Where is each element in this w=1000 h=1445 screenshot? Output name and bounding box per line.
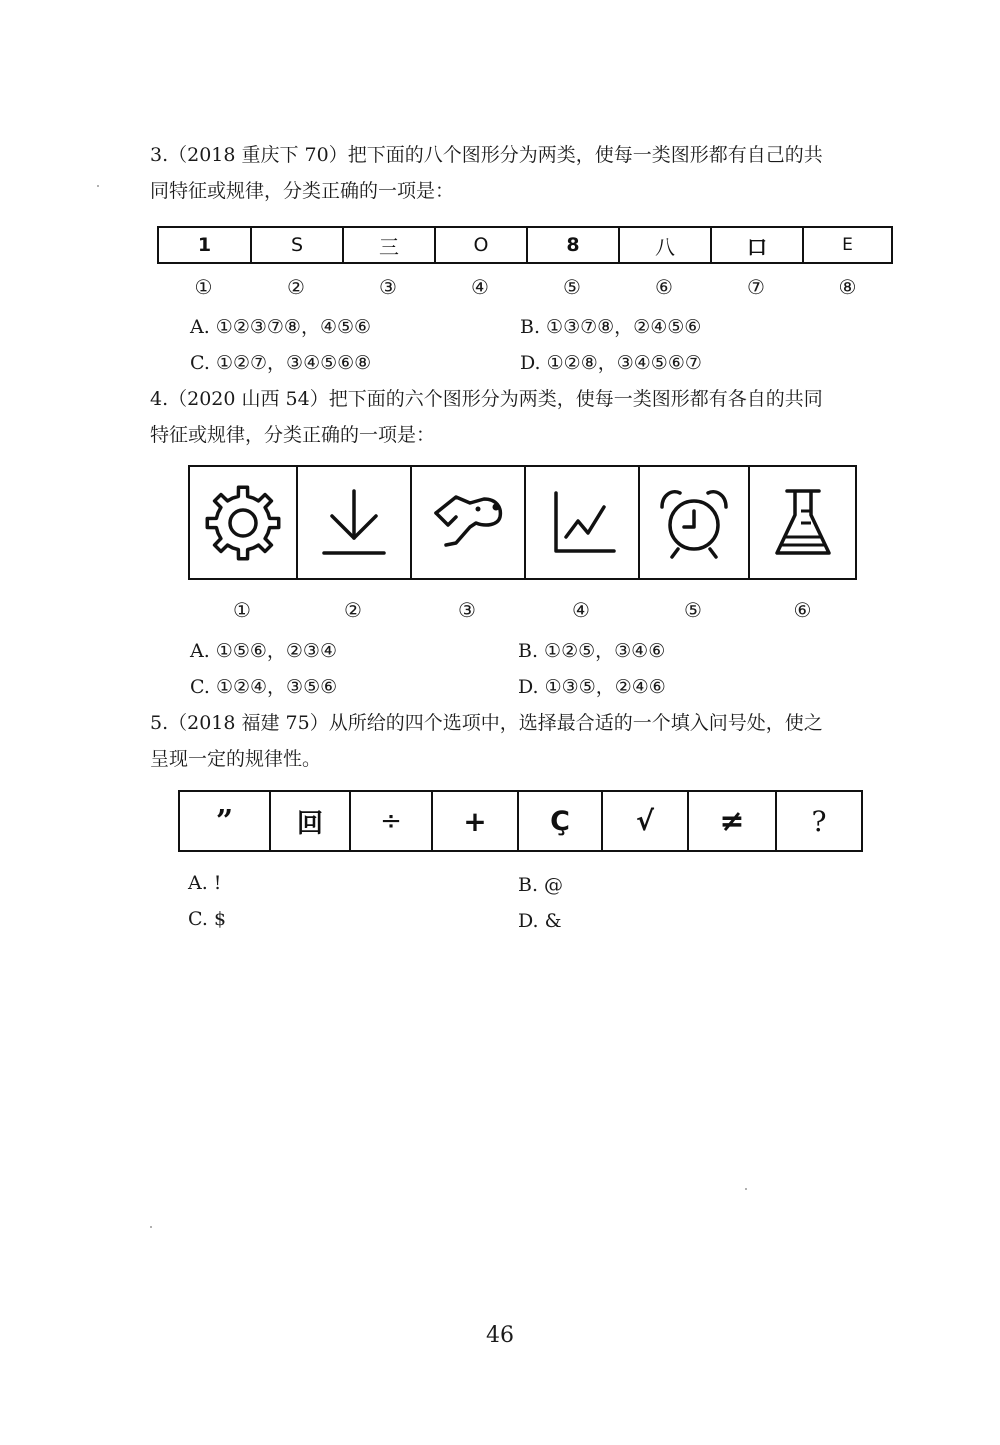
q3-stem-line1: 3.（2018 重庆下 70）把下面的八个图形分为两类，使每一类图形都有自己的共 bbox=[150, 144, 823, 166]
q5-figure-5: Ç bbox=[519, 792, 603, 850]
q4-option-c[interactable]: C. ①②④，③⑤⑥ bbox=[190, 676, 338, 698]
download-icon bbox=[314, 483, 394, 563]
q3-figure-6: 八 bbox=[620, 228, 712, 262]
q3-figure-4: O bbox=[436, 228, 528, 262]
q5-option-b[interactable]: B. @ bbox=[518, 874, 564, 896]
scan-speck bbox=[97, 185, 99, 187]
q4-stem-line1: 4.（2020 山西 54）把下面的六个图形分为两类，使每一类图形都有各自的共同 bbox=[150, 388, 823, 410]
q3-option-c[interactable]: C. ①②⑦，③④⑤⑥⑧ bbox=[190, 352, 372, 374]
scan-speck bbox=[745, 1188, 747, 1190]
q5-stem bbox=[150, 705, 910, 777]
q4-option-a[interactable]: A. ①⑤⑥，②③④ bbox=[190, 640, 337, 662]
q4-label-6: ⑥ bbox=[793, 598, 812, 622]
q4-label-5: ⑤ bbox=[684, 598, 702, 622]
q4-label-2: ② bbox=[344, 598, 362, 622]
q5-figure-2: 回 bbox=[271, 792, 351, 850]
q4-figure-labels bbox=[188, 598, 857, 622]
q3-figure-labels bbox=[157, 275, 893, 299]
q5-stem-line1: 5.（2018 福建 75）从所给的四个选项中，选择最合适的一个填入问号处，使之 bbox=[150, 712, 823, 734]
flask-icon bbox=[763, 481, 843, 565]
q4-figure-4 bbox=[526, 467, 640, 578]
q4-option-b[interactable]: B. ①②⑤，③④⑥ bbox=[518, 640, 666, 662]
q4-label-3: ③ bbox=[458, 598, 476, 622]
q4-label-4: ④ bbox=[572, 598, 590, 622]
q3-option-a[interactable]: A. ①②③⑦⑧，④⑤⑥ bbox=[190, 316, 372, 338]
q5-stem-line2: 呈现一定的规律性。 bbox=[150, 748, 322, 770]
q4-figure-strip bbox=[188, 465, 857, 580]
page-number: 46 bbox=[486, 1323, 514, 1348]
q3-label-6: ⑥ bbox=[655, 275, 673, 299]
q4-figure-2 bbox=[298, 467, 412, 578]
dog-head-icon bbox=[426, 483, 510, 563]
q3-figure-5: 8 bbox=[528, 228, 620, 262]
q3-label-7: ⑦ bbox=[747, 275, 765, 299]
q3-stem-line2: 同特征或规律，分类正确的一项是： bbox=[150, 180, 455, 202]
q5-figure-3: ÷ bbox=[351, 792, 433, 850]
q3-option-b[interactable]: B. ①③⑦⑧，②④⑤⑥ bbox=[520, 316, 702, 338]
q4-label-1: ① bbox=[233, 598, 251, 622]
q5-option-d[interactable]: D. & bbox=[518, 910, 562, 932]
q3-label-8: ⑧ bbox=[838, 275, 857, 299]
q5-figure-7: ≠ bbox=[689, 792, 777, 850]
q3-figure-1: 1 bbox=[159, 228, 252, 262]
q3-label-1: ① bbox=[194, 275, 213, 299]
q4-figure-3 bbox=[412, 467, 526, 578]
q5-option-a[interactable]: A. ! bbox=[188, 872, 222, 894]
q3-label-2: ② bbox=[287, 275, 305, 299]
q4-figure-6 bbox=[750, 467, 855, 578]
q3-figure-2: S bbox=[252, 228, 344, 262]
q3-label-4: ④ bbox=[471, 275, 489, 299]
q5-figure-1: ” bbox=[180, 792, 271, 850]
q3-figure-7: 口 bbox=[712, 228, 804, 262]
q4-stem bbox=[150, 381, 910, 453]
q5-figure-strip bbox=[178, 790, 863, 852]
scan-speck bbox=[150, 1226, 152, 1228]
q4-stem-line2: 特征或规律，分类正确的一项是： bbox=[150, 424, 436, 446]
q3-figure-strip bbox=[157, 226, 893, 264]
q3-figure-8: E bbox=[842, 235, 853, 255]
q4-figure-1 bbox=[190, 467, 298, 578]
q3-figure-3: 三 bbox=[344, 228, 436, 262]
q5-figure-8-question-mark: ? bbox=[811, 804, 827, 838]
q4-option-d[interactable]: D. ①③⑤，②④⑥ bbox=[518, 676, 666, 698]
line-chart-icon bbox=[542, 483, 622, 563]
q5-option-c[interactable]: C. $ bbox=[188, 908, 227, 930]
q3-option-d[interactable]: D. ①②⑧，③④⑤⑥⑦ bbox=[520, 352, 702, 374]
gear-icon bbox=[200, 480, 286, 566]
q4-figure-5 bbox=[640, 467, 750, 578]
q3-stem bbox=[150, 137, 910, 209]
q5-figure-6: √ bbox=[603, 792, 689, 850]
q3-label-3: ③ bbox=[379, 275, 397, 299]
q5-figure-4: + bbox=[433, 792, 519, 850]
alarm-clock-icon bbox=[652, 481, 736, 565]
q3-label-5: ⑤ bbox=[563, 275, 581, 299]
